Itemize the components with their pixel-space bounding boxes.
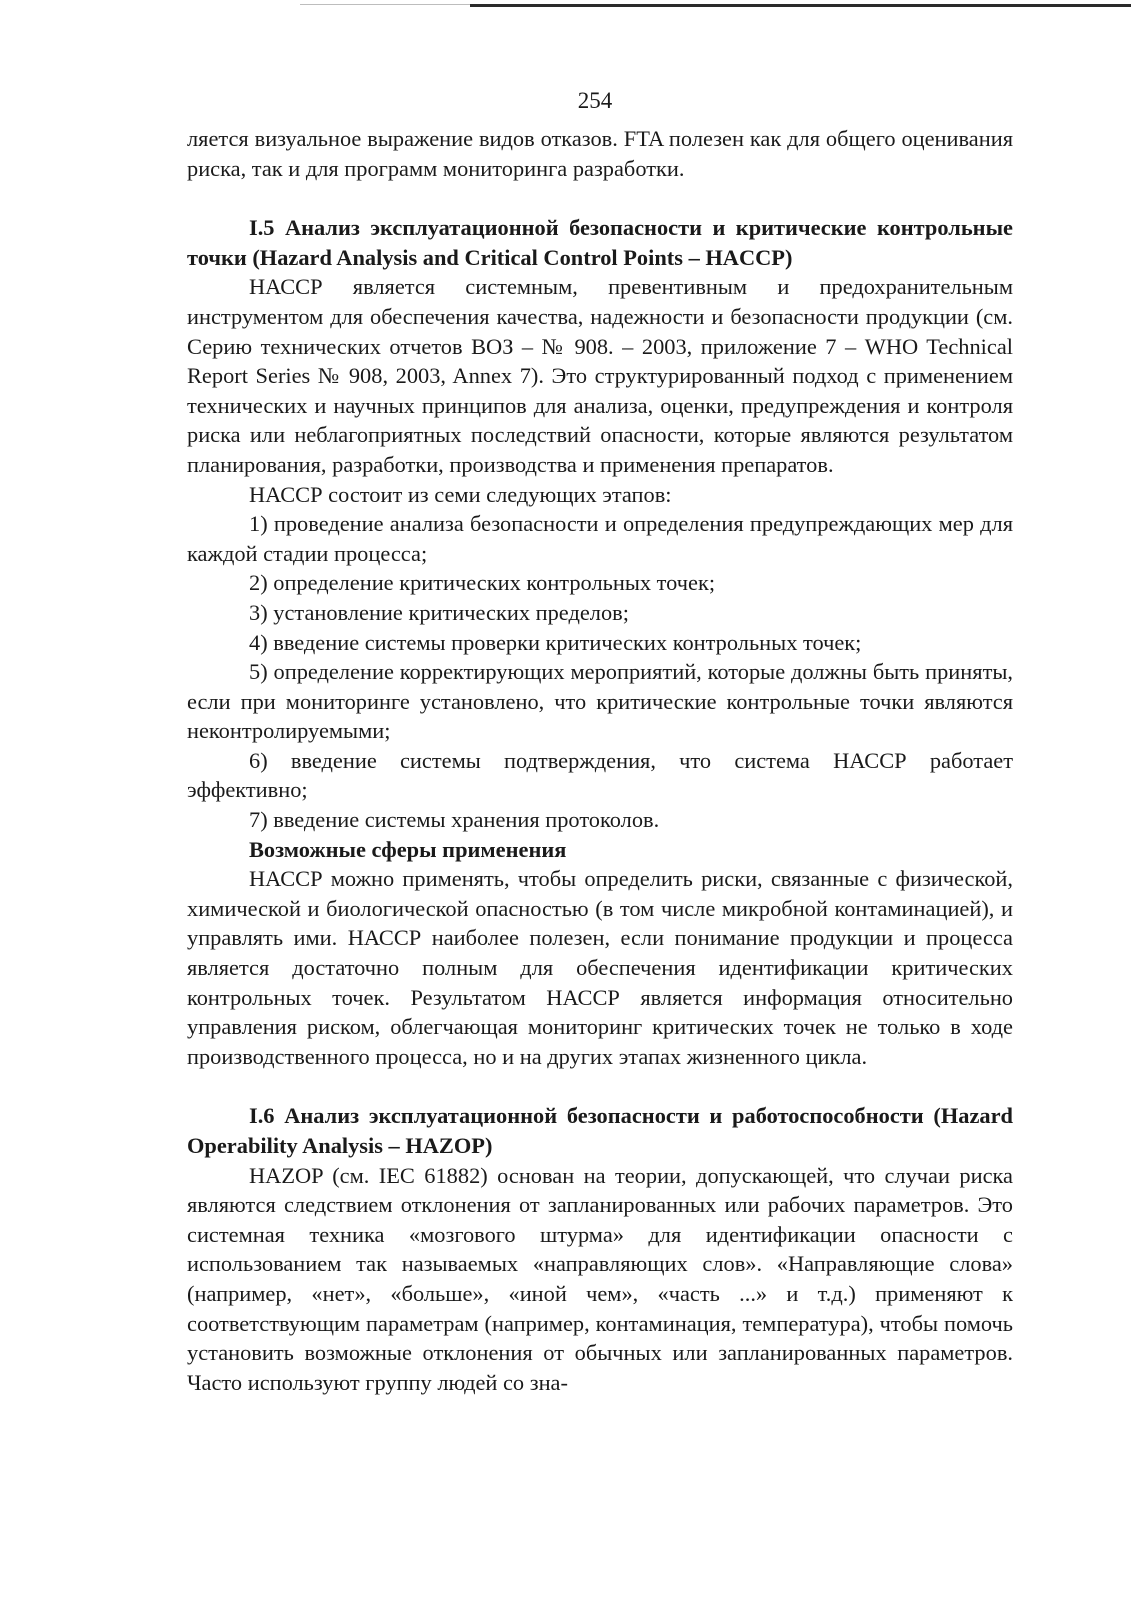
paragraph-fta-continuation: ляется визуальное выражение видов отказов. FTA полезен как для общего оценивания риска, так и для программ мониторинга разработки. bbox=[187, 126, 1013, 181]
list-item-stage-6: 6) введение системы подтверждения, что система НАССР работает эффективно; bbox=[187, 747, 1013, 803]
top-rule-light bbox=[300, 4, 470, 5]
list-item-stage-7: 7) введение системы хранения протоколов. bbox=[249, 807, 660, 833]
list-item-stage-1: 1) проведение анализа безопасности и определения предупреждающих мер для каждой стадии процесса; bbox=[187, 511, 1013, 566]
subheading-applications: Возможные сферы применения bbox=[249, 836, 567, 862]
list-item-stage-2: 2) определение критических контрольных точек; bbox=[249, 570, 716, 596]
list-item-stage-5: 5) определение корректирующих мероприятий, которые должны быть приняты, если при мониторинге установлено, что критические контрольные точки являются неконтролируемыми; bbox=[187, 659, 1013, 744]
page-number: 254 bbox=[577, 88, 613, 113]
paragraph-haccp-intro: НАССР является системным, превентивным и предохранительным инструментом для обеспечения качества, надежности и безопасности продукции (см. Серию технических отчетов ВОЗ – № 908. – 2003, приложение 7 – WHO Technical Report Series № 908, 2003, Annex 7). Это структурированный подход с применением технических и научных принципов для анализа, оценки, предупреждения и контроля риска или неблагоприятных последствий опасности, которые являются результатом планирования, разработки, производства и применения препаратов. bbox=[187, 274, 1013, 477]
document-body bbox=[187, 124, 1013, 1397]
list-item-stage-3: 3) установление критических пределов; bbox=[249, 599, 629, 625]
section-heading-hazop: I.6 Анализ эксплуатационной безопасности и работоспособности (Hazard Operability Analysis – HAZOP) bbox=[187, 1103, 1013, 1158]
paragraph-hazop-intro: HAZOP (см. IEC 61882) основан на теории, допускающей, что случаи риска являются следствием отклонения от запланированных или рабочих параметров. Это системная техника «мозгового штурма» для идентификации опасности с использованием так называемых «направляющих слов». «Направляющие слова» (например, «нет», «больше», «иной чем», «часть ...» и т.д.) применяют к соответствующим параметрам (например, контаминация, температура), чтобы помочь установить возможные отклонения от обычных или запланированных параметров. Часто используют группу людей со зна- bbox=[187, 1162, 1013, 1395]
paragraph-haccp-applications: НАССР можно применять, чтобы определить риски, связанные с физической, химической и биологической опасностью (в том числе микробной контаминацией), и управлять ими. НАССР наиболее полезен, если понимание продукции и процесса является достаточно полным для обеспечения идентификации критических контрольных точек. Результатом НАССР является информация относительно управления риском, облегчающая мониторинг критических точек не только в ходе производственного процесса, но и на других этапах жизненного цикла. bbox=[187, 866, 1013, 1069]
paragraph-haccp-stages-intro: НАССР состоит из семи следующих этапов: bbox=[249, 481, 672, 507]
top-rule bbox=[470, 4, 1131, 7]
section-heading-haccp: I.5 Анализ эксплуатационной безопасности и критические контрольные точки (Hazard Analysis and Critical Control Points – HACCP) bbox=[187, 215, 1013, 270]
list-item-stage-4: 4) введение системы проверки критических контрольных точек; bbox=[249, 629, 862, 655]
